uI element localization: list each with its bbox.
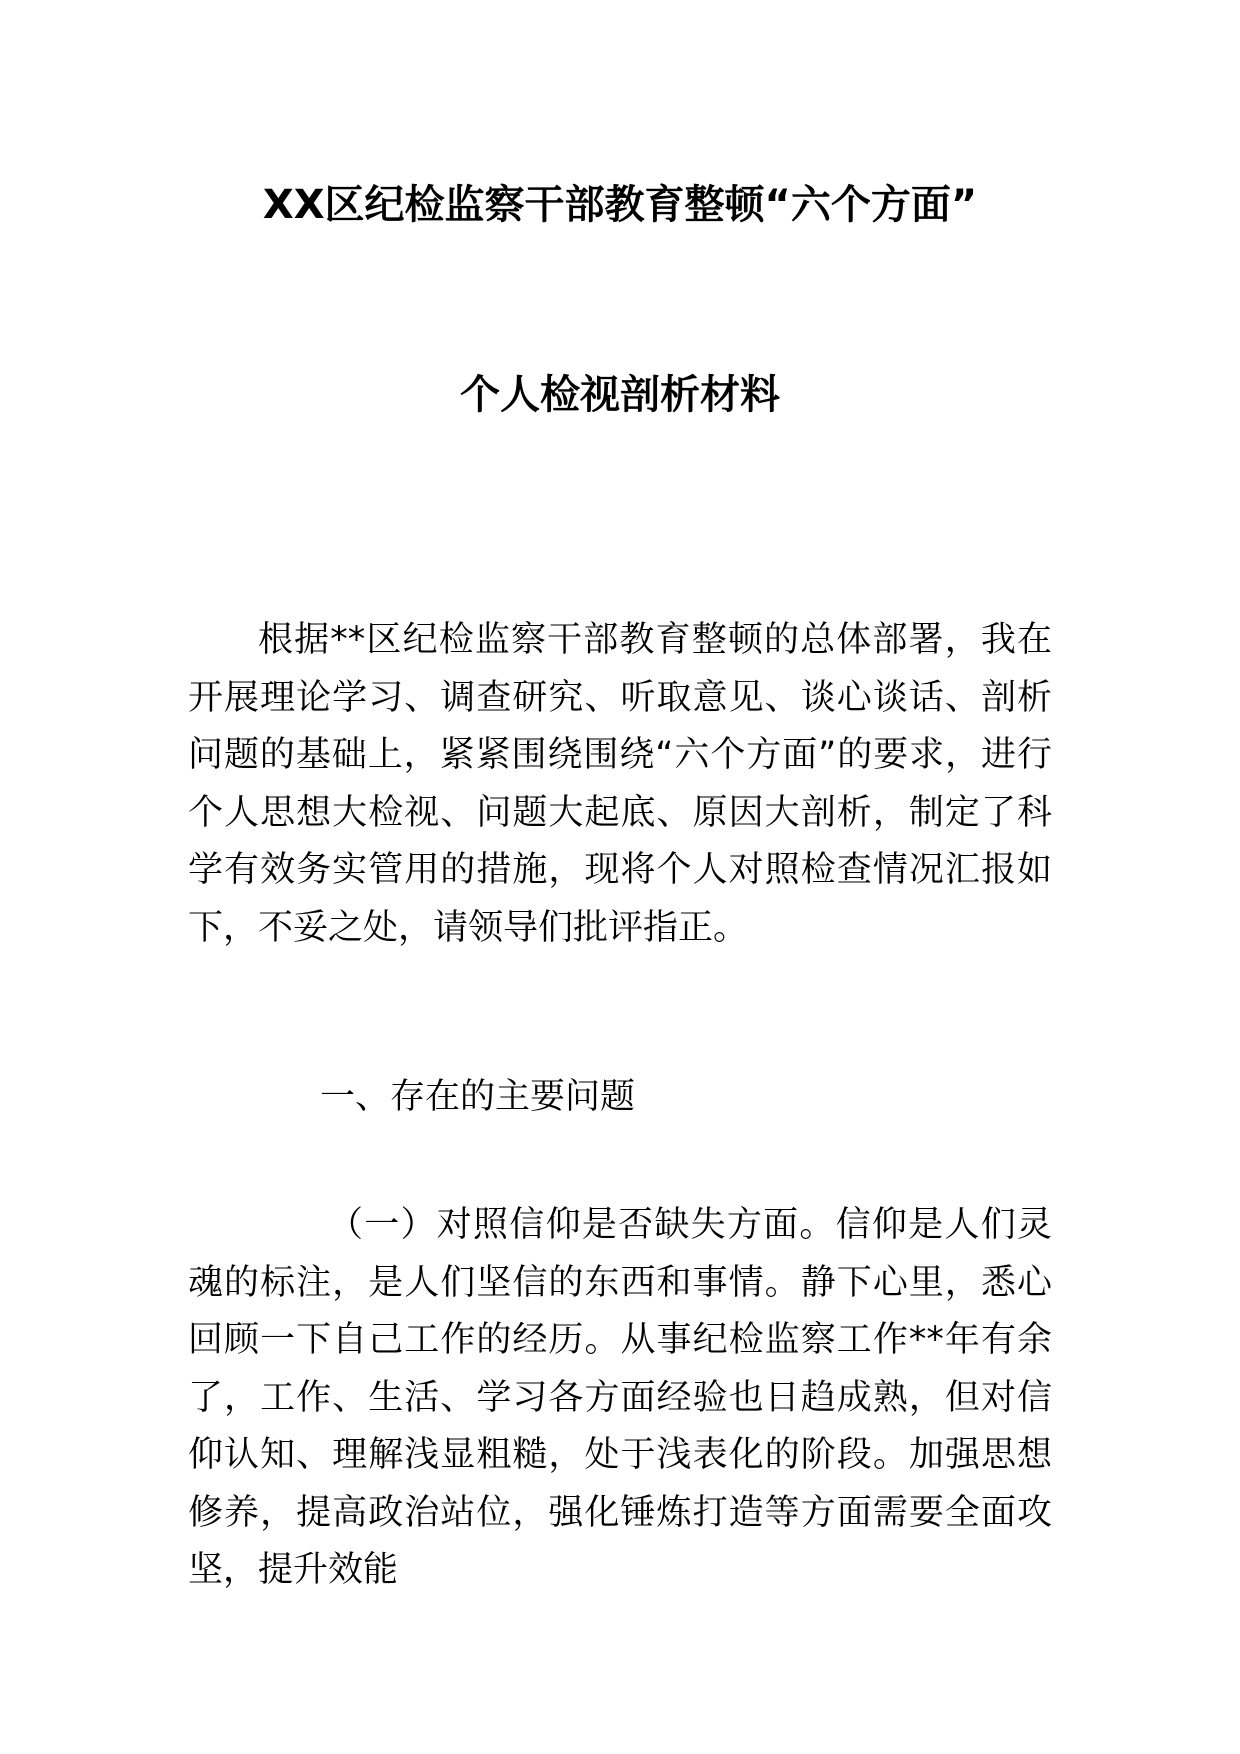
document-title-line-1: XX区纪检监察干部教育整顿“六个方面” — [262, 182, 978, 228]
intro-paragraph: 根据**区纪检监察干部教育整顿的总体部署，我在开展理论学习、调查研究、听取意见、谈心谈话、剖析问题的基础上，紧紧围绕围绕“六个方面”的要求，进行个人思想大检视、问题大起底、原因大剖析，制定了科学有效务实管用的措施，现将个人对照检查情况汇报如下，不妥之处，请领导们批评指正。 — [188, 620, 1052, 948]
section-heading: 一、存在的主要问题 — [320, 1077, 636, 1117]
subsection-paragraph: （一）对照信仰是否缺失方面。信仰是人们灵魂的标注，是人们坚信的东西和事情。静下心里，悉心回顾一下自己工作的经历。从事纪检监察工作**年有余了，工作、生活、学习各方面经验也日趋成熟，但对信仰认知、理解浅显粗糙，处于浅表化的阶段。加强思想修养，提高政治站位，强化锤炼打造等方面需要全面攻坚，提升效能 — [188, 1205, 1052, 1590]
document-title-line-2: 个人检视剖析材料 — [460, 372, 780, 418]
